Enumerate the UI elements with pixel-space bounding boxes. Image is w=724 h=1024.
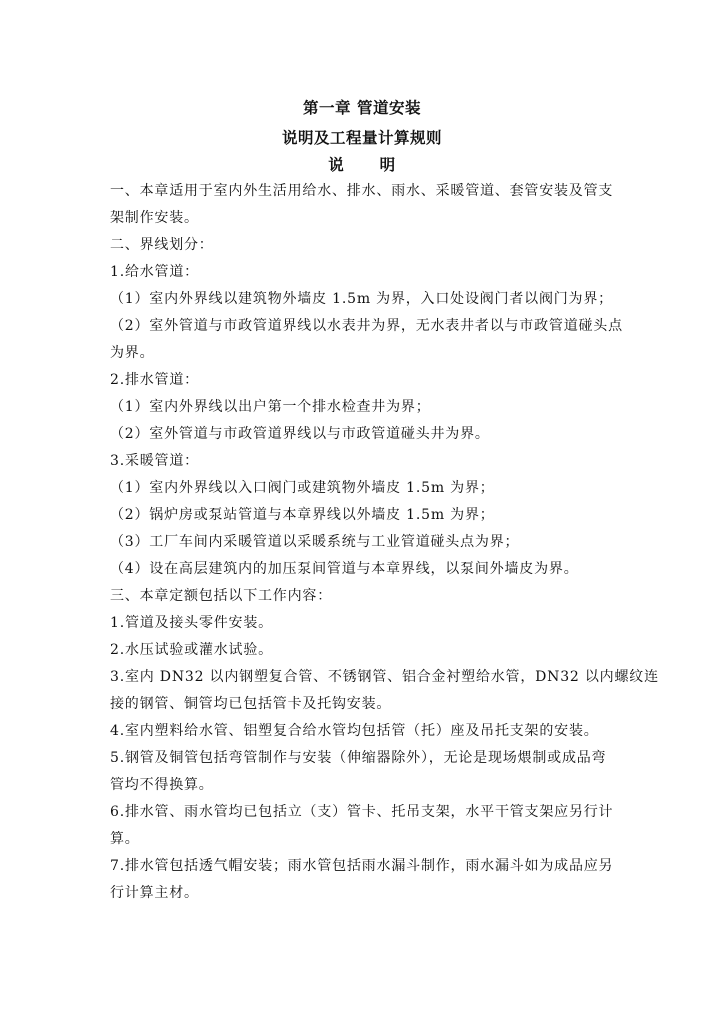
body-line: 6.排水管、雨水管均已包括立（支）管卡、托吊支架，水平干管支架应另行计	[110, 804, 614, 820]
body-line: 3.室内 DN32 以内钢塑复合管、不锈钢管、铝合金衬塑给水管，DN32 以内螺纹连	[110, 669, 659, 685]
body-line: 7.排水管包括透气帽安装；雨水管包括雨水漏斗制作，雨水漏斗如为成品应另	[110, 858, 614, 874]
body-line: 2.排水管道：	[110, 372, 199, 388]
body-line: （1）室内外界线以入口阀门或建筑物外墙皮 1.5m 为界；	[110, 480, 495, 496]
body-line: 1.管道及接头零件安装。	[110, 615, 273, 631]
body-line: 一、本章适用于室内外生活用给水、排水、雨水、采暖管道、套管安装及管支	[110, 183, 614, 199]
body-line: （1）室内外界线以建筑物外墙皮 1.5m 为界，入口处设阀门者以阀门为界；	[110, 291, 613, 307]
section-heading: 说 明	[328, 156, 396, 174]
body-line: 二、界线划分：	[110, 237, 214, 253]
body-line: 1.给水管道：	[110, 264, 199, 280]
body-line: 接的钢管、铜管均已包括管卡及托钩安装。	[110, 696, 392, 712]
body-line: 5.钢管及铜管包括弯管制作与安装（伸缩器除外），无论是现场煨制或成品弯	[110, 750, 607, 766]
body-line: 4.室内塑料给水管、铝塑复合给水管均包括管（托）座及吊托支架的安装。	[110, 723, 599, 739]
body-line: 行计算主材。	[110, 885, 199, 901]
body-line: （4）设在高层建筑内的加压泵间管道与本章界线，以泵间外墙皮为界。	[110, 561, 579, 577]
body-line: 为界。	[110, 345, 155, 361]
body-line: 2.水压试验或灌水试验。	[110, 642, 273, 658]
body-line: 算。	[110, 831, 140, 847]
body-line: 三、本章定额包括以下工作内容：	[110, 588, 332, 604]
chapter-subtitle: 说明及工程量计算规则	[281, 129, 442, 147]
chapter-title: 第一章 管道安装	[303, 99, 421, 117]
body-line: （3）工厂车间内采暖管道以采暖系统与工业管道碰头点为界；	[110, 534, 520, 550]
body-line: （1）室内外界线以出户第一个排水检查井为界；	[110, 399, 431, 415]
document-body	[110, 178, 659, 907]
body-line: 架制作安装。	[110, 210, 199, 226]
body-line: （2）室外管道与市政管道界线以水表井为界，无水表井者以与市政管道碰头点	[110, 318, 623, 334]
body-line: （2）室外管道与市政管道界线以与市政管道碰头井为界。	[110, 426, 490, 442]
body-line: 3.采暖管道：	[110, 453, 199, 469]
body-line: （2）锅炉房或泵站管道与本章界线以外墙皮 1.5m 为界；	[110, 507, 495, 523]
body-line: 管均不得换算。	[110, 777, 214, 793]
